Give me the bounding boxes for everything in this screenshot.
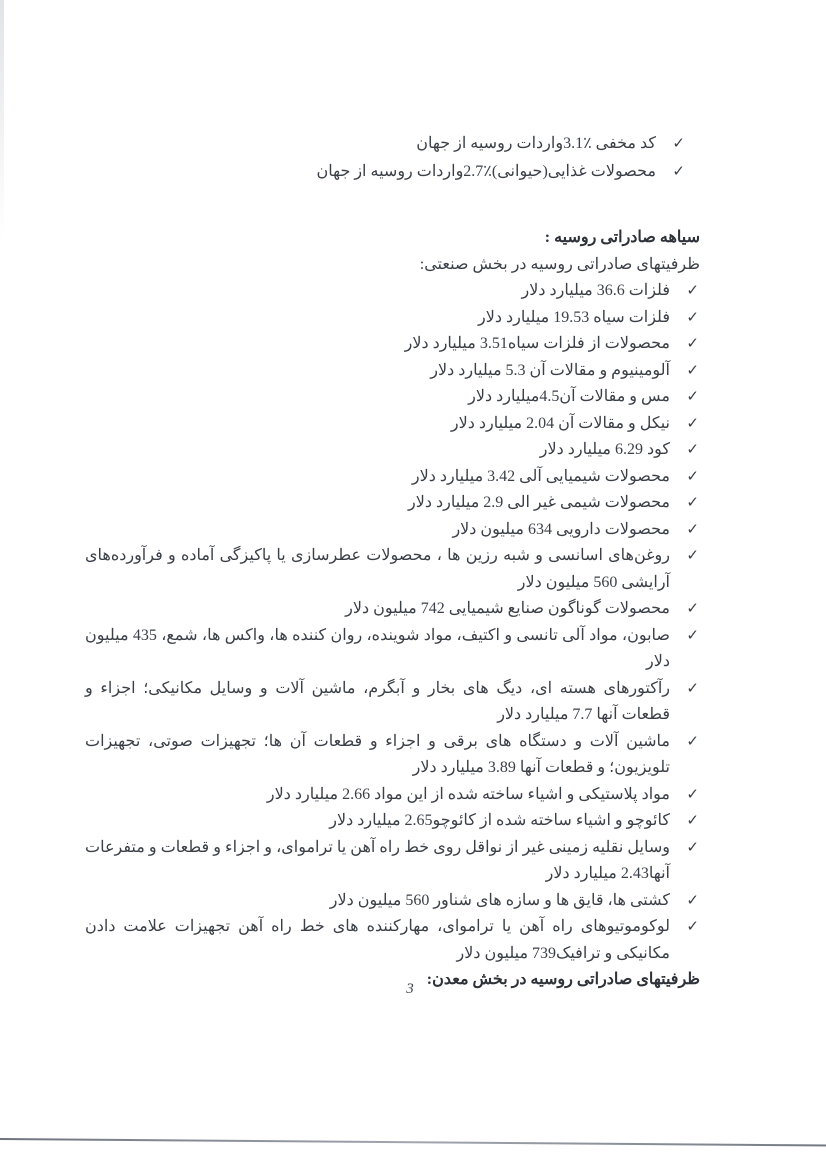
check-bullet-icon: ✓ <box>686 839 699 856</box>
bullet-item <box>85 543 700 596</box>
check-bullet-icon: ✓ <box>686 601 699 617</box>
bullet-item <box>85 464 700 491</box>
check-bullet-icon: ✓ <box>686 521 699 538</box>
bullet-text: کود 6.29 میلیارد دلار <box>539 441 670 458</box>
bullet-text: مس و مقالات آن4.5میلیارد دلار <box>468 388 670 405</box>
check-bullet-icon: ✓ <box>686 919 699 935</box>
check-bullet-icon: ✓ <box>686 733 699 750</box>
bullet-item <box>85 914 700 967</box>
section-heading: سیاهه صادراتی روسیه : <box>544 229 700 246</box>
bullet-text: نیکل و مقالات آن 2.04 میلیارد دلار <box>450 414 670 432</box>
bullet-item <box>85 437 700 464</box>
bullet-item <box>85 130 686 158</box>
bullet-item <box>85 782 700 809</box>
check-bullet-icon: ✓ <box>686 309 699 326</box>
check-bullet-icon: ✓ <box>686 786 699 803</box>
check-bullet-icon: ✓ <box>686 495 699 511</box>
bullet-text: محصولات گوناگون صنایع شیمیایی 742 میلیون دلار <box>345 600 670 617</box>
bullet-item <box>85 305 700 332</box>
bullet-text: فلزات سیاه 19.53 میلیارد دلار <box>477 308 670 326</box>
bullet-text: آلومینیوم و مقالات آن 5.3 میلیارد دلار <box>430 361 670 379</box>
check-bullet-icon: ✓ <box>686 442 699 458</box>
check-bullet-icon: ✓ <box>672 136 685 152</box>
check-bullet-icon: ✓ <box>686 680 699 697</box>
bullet-item <box>85 358 700 385</box>
bullet-item <box>85 411 700 438</box>
check-bullet-icon: ✓ <box>686 892 699 909</box>
bullet-item <box>85 835 700 888</box>
bullet-item <box>85 158 686 186</box>
bullet-text: محصولات دارویی 634 میلیون دلار <box>452 520 670 538</box>
bullet-item <box>85 729 700 782</box>
bullet-item <box>85 596 700 623</box>
bullet-text: کائوچو و اشیاء ساخته شده از کائوچو2.65 میلیارد دلار <box>329 812 670 829</box>
bullet-item <box>85 278 700 305</box>
check-bullet-icon: ✓ <box>686 283 699 299</box>
bullet-text: محصولات از فلزات سیاه3.51 میلیارد دلار <box>404 335 670 352</box>
bullet-text: صابون، مواد آلی تانسی و اکتیف، مواد شوینده، روان کننده ها، واکس ها، شمع، 435 میلیون دلار <box>85 626 670 670</box>
bullet-text: محصولات شیمی غیر الی 2.9 میلیارد دلار <box>408 494 670 511</box>
bullet-item <box>85 808 700 835</box>
bullet-text: رآکتورهای هسته ای، دیگ های بخار و آبگرم، ماشین آلات و وسایل مکانیکی؛ اجزاء و قطعات آنها 7.7 میلیارد دلار <box>85 679 670 723</box>
bullet-text: فلزات 36.6 میلیارد دلار <box>521 282 670 299</box>
check-bullet-icon: ✓ <box>672 164 685 180</box>
bullet-item <box>85 676 700 729</box>
bullet-text: مواد پلاستیکی و اشیاء ساخته شده از این مواد 2.66 میلیارد دلار <box>266 785 670 803</box>
export-bullet-list <box>85 278 700 967</box>
bullet-text: ماشین آلات و دستگاه های برقی و اجزاء و قطعات آن ها؛ تجهیزات صوتی، تجهیزات تلویزیون؛ و قطعات آنها 3.89 میلیارد دلار <box>85 732 670 776</box>
scan-line-bottom <box>0 1138 826 1147</box>
check-bullet-icon: ✓ <box>686 389 699 405</box>
check-bullet-icon: ✓ <box>686 627 699 644</box>
section-subheading: ظرفیتهای صادراتی روسیه در بخش صنعتی: <box>419 255 700 273</box>
closing-heading: ظرفیتهای صادراتی روسیه در بخش معدن: <box>426 971 700 988</box>
check-bullet-icon: ✓ <box>686 468 699 485</box>
bullet-text: محصولات غذایی(حیوانی)٪2.7واردات روسیه از جهان <box>316 163 656 180</box>
scan-artifact-top-left <box>0 0 4 240</box>
bullet-item <box>85 623 700 676</box>
check-bullet-icon: ✓ <box>686 548 699 564</box>
bullet-item <box>85 490 700 517</box>
bullet-text: روغن‌های اسانسی و شبه رزین ها ، محصولات عطرسازی یا پاکیزگی آماده و فرآورده‌های آرایشی 560 میلیون دلار <box>85 547 670 591</box>
check-bullet-icon: ✓ <box>686 813 699 829</box>
page-number: 3 <box>406 981 414 997</box>
bullet-item <box>85 384 700 411</box>
bullet-item <box>85 517 700 544</box>
bullet-item <box>85 888 700 915</box>
bullet-text: محصولات شیمیایی آلی 3.42 میلیارد دلار <box>411 467 670 485</box>
bullet-text: کد مخفی ٪3.1واردات روسیه از جهان <box>416 135 656 152</box>
bullet-text: لوکوموتیوهای راه آهن یا تراموای، مهارکننده های خط راه آهن تجهیزات علامت دادن مکانیکی و ترافیک739 میلیون دلار <box>85 918 670 962</box>
check-bullet-icon: ✓ <box>686 336 699 352</box>
top-bullet-list <box>85 130 700 186</box>
bullet-item <box>85 331 700 358</box>
bullet-text: کشتی ها، قایق ها و سازه های شناور 560 میلیون دلار <box>329 891 670 909</box>
bullet-text: وسایل نقلیه زمینی غیر از نواقل روی خط راه آهن یا تراموای، و اجزاء و قطعات و متفرعات آنها2.43 میلیارد دلار <box>85 838 670 882</box>
document-body <box>85 130 700 994</box>
check-bullet-icon: ✓ <box>686 362 699 379</box>
check-bullet-icon: ✓ <box>686 415 699 432</box>
